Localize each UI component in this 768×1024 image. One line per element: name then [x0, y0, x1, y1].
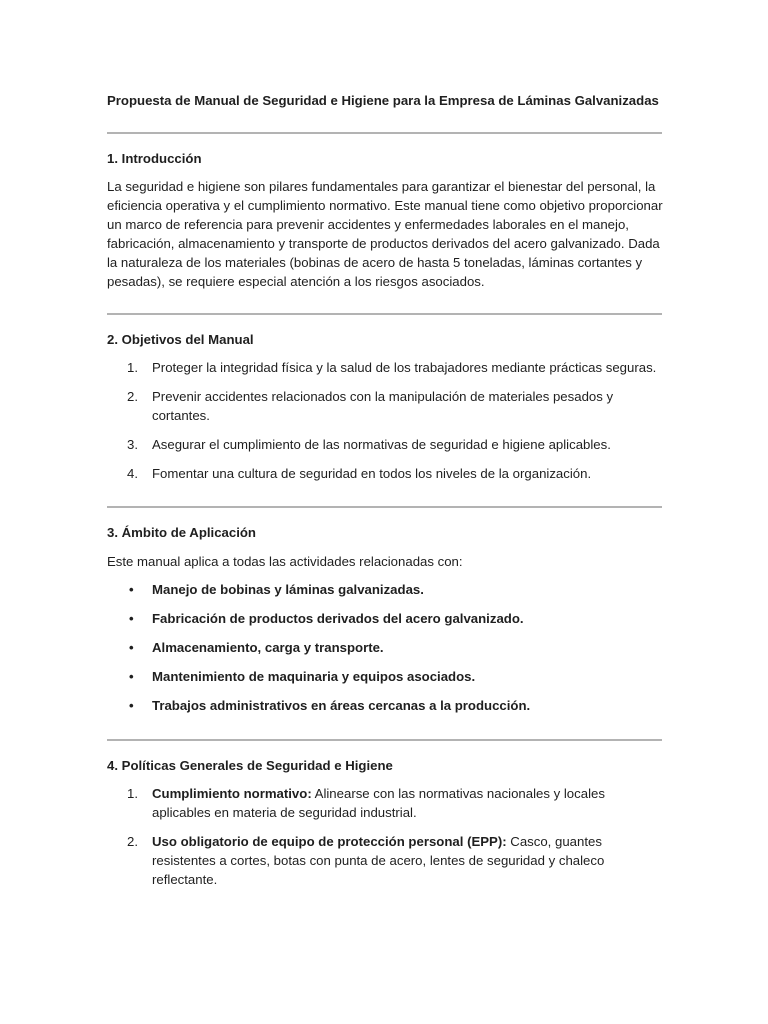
policy-lead: Cumplimiento normativo: — [152, 786, 312, 801]
scope-list-item — [107, 696, 667, 715]
section-heading-scope: 3. Ámbito de Aplicación — [107, 525, 256, 540]
policies-list-item — [107, 784, 667, 822]
list-item-text: Proteger la integridad física y la salud de los trabajadores mediante prácticas seguras. — [152, 360, 657, 375]
objectives-list-item — [107, 464, 667, 483]
list-number: 2. — [127, 834, 138, 849]
scope-list-item — [107, 638, 667, 657]
section-heading-objectives: 2. Objetivos del Manual — [107, 332, 254, 347]
objectives-list-item — [107, 358, 667, 377]
list-item-text: Almacenamiento, carga y transporte. — [152, 640, 384, 655]
intro-paragraph: La seguridad e higiene son pilares fundamentales para garantizar el bienestar del personal, la eficiencia operativa y el cumplimiento normativo. Este manual tiene como objetivo proporcionar un marco de referencia para prevenir accidentes y enfermedades laborales en el manejo, fabricación, almacenamiento y transporte de productos derivados del acero galvanizado. Dada la naturaleza de los materiales (bobinas de acero de hasta 5 toneladas, láminas cortantes y pesadas), se requiere especial atención a los riesgos asociados. — [107, 179, 663, 289]
list-number: 3. — [127, 437, 138, 452]
divider-4 — [107, 739, 662, 741]
objectives-list-item — [107, 387, 667, 425]
scope-intro: Este manual aplica a todas las actividades relacionadas con: — [107, 554, 463, 569]
section-heading-policies: 4. Políticas Generales de Seguridad e Higiene — [107, 758, 393, 773]
objectives-list-item — [107, 435, 667, 454]
scope-list-item — [107, 667, 667, 686]
list-number: 1. — [127, 786, 138, 801]
bullet-icon: • — [129, 582, 134, 597]
list-number: 2. — [127, 389, 138, 404]
policies-list-item — [107, 832, 667, 889]
list-number: 4. — [127, 466, 138, 481]
document-title: Propuesta de Manual de Seguridad e Higiene para la Empresa de Láminas Galvanizadas — [107, 93, 659, 108]
section-heading-intro: 1. Introducción — [107, 151, 202, 166]
list-item-text: Fabricación de productos derivados del acero galvanizado. — [152, 611, 524, 626]
list-item-text: Alinearse con las normativas nacionales y locales aplicables en materia de seguridad industrial. — [152, 786, 605, 820]
divider-2 — [107, 313, 662, 315]
policy-lead: Uso obligatorio de equipo de protección personal (EPP): — [152, 834, 507, 849]
list-item-text: Casco, guantes resistentes a cortes, botas con punta de acero, lentes de seguridad y chaleco reflectante. — [152, 834, 605, 887]
scope-list-item — [107, 580, 667, 599]
divider-1 — [107, 132, 662, 134]
divider-3 — [107, 506, 662, 508]
bullet-icon: • — [129, 698, 134, 713]
list-item-text: Prevenir accidentes relacionados con la manipulación de materiales pesados y cortantes. — [152, 389, 614, 423]
list-number: 1. — [127, 360, 138, 375]
bullet-icon: • — [129, 611, 134, 626]
scope-list — [107, 580, 667, 725]
bullet-icon: • — [129, 640, 134, 655]
bullet-icon: • — [129, 669, 134, 684]
list-item-text: Fomentar una cultura de seguridad en todos los niveles de la organización. — [152, 466, 592, 481]
list-item-text: Mantenimiento de maquinaria y equipos asociados. — [152, 669, 476, 684]
scope-list-item — [107, 609, 667, 628]
policies-list — [107, 784, 667, 899]
list-item-text: Trabajos administrativos en áreas cercanas a la producción. — [152, 698, 531, 713]
list-item-text: Manejo de bobinas y láminas galvanizadas. — [152, 582, 424, 597]
list-item-text: Asegurar el cumplimiento de las normativas de seguridad e higiene aplicables. — [152, 437, 611, 452]
objectives-list — [107, 358, 667, 493]
